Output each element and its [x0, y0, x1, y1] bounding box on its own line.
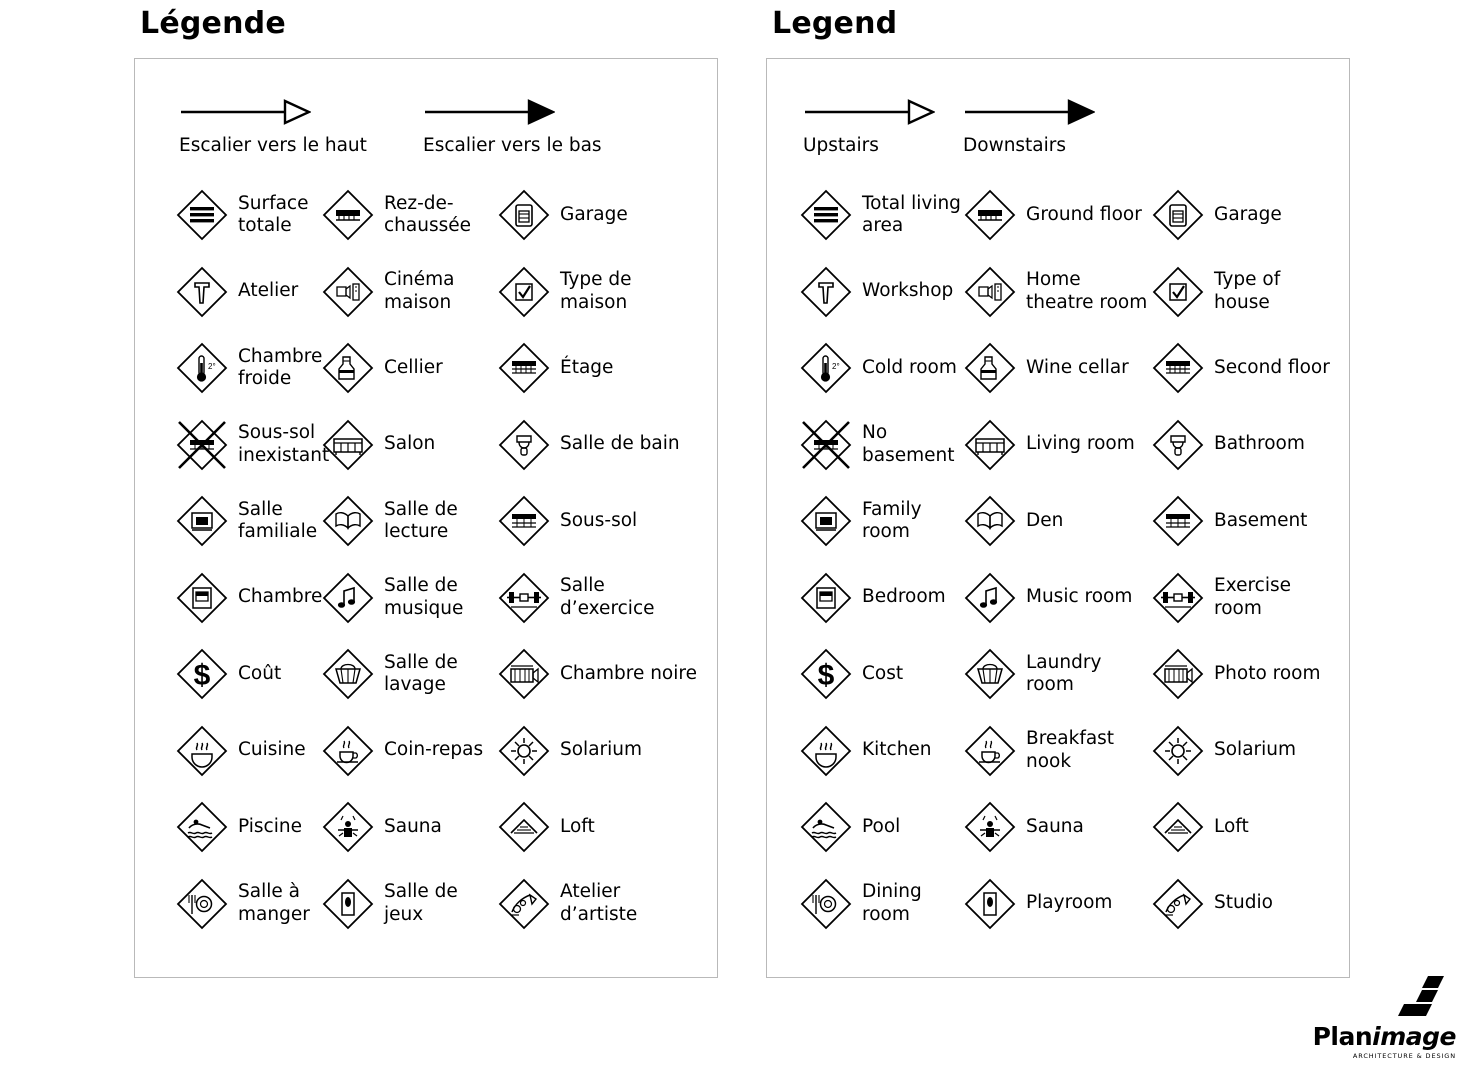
legend-row: [135, 636, 717, 713]
legend-item-label: Type de maison: [560, 269, 632, 313]
bathroom-icon: [1151, 418, 1205, 472]
stairs-up-label-fr: Escalier vers le haut: [179, 135, 367, 156]
stairs-up-block-en: [803, 97, 935, 156]
workshop-icon: [799, 265, 853, 319]
legend-row: [135, 483, 717, 560]
legend-item-label: Den: [1026, 509, 1064, 531]
legend-item: [497, 483, 697, 560]
legend-row: [767, 789, 1349, 866]
legend-item-label: Coût: [238, 662, 282, 684]
legend-item: [321, 177, 497, 254]
legend-item-label: Dining room: [862, 881, 922, 925]
legend-row: [135, 254, 717, 331]
legend-item-label: Home theatre room: [1026, 269, 1148, 313]
legend-item: [1151, 483, 1341, 560]
legend-item-label: Solarium: [560, 739, 643, 761]
legend-row: [767, 560, 1349, 637]
legend-item-label: Salle d’exercice: [560, 575, 655, 619]
wine-cellar-icon: [963, 341, 1017, 395]
second-floor-icon: [497, 341, 551, 395]
legend-row: [135, 407, 717, 484]
legend-row: [767, 866, 1349, 943]
legend-item: [767, 560, 963, 637]
legend-item: [135, 866, 321, 943]
legend-item-label: Family room: [862, 498, 922, 543]
legend-item: [135, 407, 330, 484]
legend-item-label: Playroom: [1026, 892, 1113, 914]
family-room-icon: [175, 494, 229, 548]
legend-row: [767, 483, 1349, 560]
logo-image: image: [1372, 1022, 1456, 1051]
legend-item: [767, 407, 963, 484]
legend-item-label: Atelier: [238, 280, 299, 302]
legend-row: [767, 330, 1349, 407]
legend-item-label: Piscine: [238, 815, 302, 837]
svg-text:2°: 2°: [208, 362, 216, 372]
legend-item: [767, 866, 963, 943]
ground-floor-icon: [963, 188, 1017, 242]
legend-item: [497, 330, 697, 407]
legend-item-label: Total living area: [862, 192, 961, 237]
basement-icon: [497, 494, 551, 548]
legend-item: [497, 713, 697, 790]
legend-item-label: Salle de lecture: [384, 498, 458, 543]
legend-row: [135, 177, 717, 254]
planimage-logo: [1306, 1022, 1456, 1060]
legend-item-label: Étage: [560, 356, 614, 378]
legend-item-label: Sauna: [384, 815, 442, 837]
legend-item: [1151, 866, 1341, 943]
legend-row: [767, 713, 1349, 790]
exercise-room-icon: [1151, 571, 1205, 625]
pool-icon: [175, 800, 229, 854]
legend-item-label: Second floor: [1214, 356, 1330, 378]
legend-item: [321, 713, 497, 790]
loft-icon: [497, 800, 551, 854]
legend-item: [135, 636, 321, 713]
legend-item-label: Living room: [1026, 433, 1135, 455]
legend-item-label: Cold room: [862, 356, 957, 378]
no-basement-icon: [799, 418, 853, 472]
legend-item: [135, 483, 321, 560]
living-room-icon: [963, 418, 1017, 472]
legend-item-label: Salle de bain: [560, 433, 680, 455]
legend-item-label: Breakfast nook: [1026, 728, 1115, 772]
legend-item-label: Workshop: [862, 280, 954, 302]
legend-row: [767, 636, 1349, 713]
legend-item-label: Music room: [1026, 586, 1133, 608]
bathroom-icon: [497, 418, 551, 472]
stairs-up-label-en: Upstairs: [803, 135, 879, 156]
ground-floor-icon: [321, 188, 375, 242]
legend-item-label: Pool: [862, 815, 901, 837]
legend-item-label: Cuisine: [238, 739, 306, 761]
legend-item: [1151, 560, 1341, 637]
garage-icon: [1151, 188, 1205, 242]
bedroom-icon: [175, 571, 229, 625]
legend-row: [135, 713, 717, 790]
legend-item: [767, 713, 963, 790]
legend-row: [767, 407, 1349, 484]
bedroom-icon: [799, 571, 853, 625]
logo-plan: Plan: [1312, 1022, 1373, 1051]
legend-item: [497, 407, 697, 484]
legend-item: [321, 789, 497, 866]
legend-item: [135, 330, 321, 407]
page-title-fr: Légende: [140, 6, 286, 41]
stairs-down-label-en: Downstairs: [963, 135, 1067, 156]
cold-room-icon: [175, 341, 229, 395]
legend-item: [963, 254, 1151, 331]
legend-item: [135, 789, 321, 866]
legend-item-label: Type of house: [1214, 269, 1281, 313]
legend-item-label: Ground floor: [1026, 203, 1142, 225]
total-living-area-icon: [175, 188, 229, 242]
legend-item: [497, 789, 697, 866]
second-floor-icon: [1151, 341, 1205, 395]
legend-item: [135, 560, 321, 637]
legend-item: [767, 254, 963, 331]
legend-item: [497, 254, 697, 331]
legend-item-label: Sous-sol inexistant: [238, 422, 330, 466]
legend-item: [1151, 789, 1341, 866]
playroom-icon: [963, 877, 1017, 931]
studio-icon: [497, 877, 551, 931]
music-room-icon: [963, 571, 1017, 625]
pool-icon: [799, 800, 853, 854]
legend-row: [767, 177, 1349, 254]
cold-room-icon: [799, 341, 853, 395]
legend-item-label: Salle familiale: [238, 498, 318, 543]
legend-item: [767, 177, 963, 254]
legend-item-label: Bathroom: [1214, 433, 1305, 455]
legend-item: [321, 483, 497, 560]
kitchen-icon: [799, 724, 853, 778]
living-room-icon: [321, 418, 375, 472]
laundry-room-icon: [963, 647, 1017, 701]
legend-item: [321, 636, 497, 713]
legend-row: [767, 254, 1349, 331]
legend-item-label: Loft: [560, 815, 595, 837]
legend-item: [767, 636, 963, 713]
legend-row: [135, 560, 717, 637]
legend-item-label: Basement: [1214, 509, 1308, 531]
legend-item-label: Chambre noire: [560, 662, 697, 684]
legend-item: [1151, 254, 1341, 331]
wine-cellar-icon: [321, 341, 375, 395]
legend-item: [135, 177, 321, 254]
legend-item-label: Coin-repas: [384, 739, 484, 761]
legend-item-label: Sous-sol: [560, 509, 638, 531]
studio-icon: [1151, 877, 1205, 931]
legend-item: [963, 713, 1151, 790]
svg-text:$: $: [193, 659, 211, 693]
legend-item-label: Wine cellar: [1026, 356, 1129, 378]
legend-item: [1151, 713, 1341, 790]
photo-room-icon: [1151, 647, 1205, 701]
legend-item: [1151, 636, 1341, 713]
cost-icon: [175, 647, 229, 701]
legend-item: [963, 866, 1151, 943]
svg-text:2°: 2°: [832, 362, 840, 372]
legend-item: [321, 330, 497, 407]
legend-item-label: Salle de musique: [384, 575, 464, 619]
legend-item-label: No basement: [862, 422, 955, 466]
no-basement-icon: [175, 418, 229, 472]
legend-item-label: Cost: [862, 662, 904, 684]
music-room-icon: [321, 571, 375, 625]
legend-item: [497, 177, 697, 254]
total-living-area-icon: [799, 188, 853, 242]
home-theatre-icon: [963, 265, 1017, 319]
legend-row: [135, 866, 717, 943]
legend-item-label: Cinéma maison: [384, 269, 455, 313]
dining-room-icon: [175, 877, 229, 931]
legend-item-label: Rez-de-chaussée: [384, 192, 471, 237]
type-of-house-icon: [1151, 265, 1205, 319]
arrow-up-outline-icon: [179, 97, 311, 127]
legend-item-label: Chambre froide: [238, 345, 323, 390]
legend-item-label: Garage: [560, 203, 628, 225]
legend-item: [767, 330, 963, 407]
legend-item: [767, 483, 963, 560]
legend-item: [963, 330, 1151, 407]
legend-item-label: Cellier: [384, 356, 443, 378]
legend-item: [1151, 177, 1341, 254]
legend-row: [135, 789, 717, 866]
legend-item-label: Photo room: [1214, 662, 1321, 684]
basement-icon: [1151, 494, 1205, 548]
solarium-icon: [497, 724, 551, 778]
exercise-room-icon: [497, 571, 551, 625]
legend-item: [135, 713, 321, 790]
legend-item: [767, 789, 963, 866]
legend-item: [963, 407, 1151, 484]
legend-item-label: Laundry room: [1026, 651, 1102, 696]
type-of-house-icon: [497, 265, 551, 319]
logo-mark-icon: [1398, 974, 1450, 1018]
legend-item: [963, 636, 1151, 713]
legend-item: [321, 407, 497, 484]
legend-item: [963, 789, 1151, 866]
stairs-down-block-en: [963, 97, 1095, 156]
family-room-icon: [799, 494, 853, 548]
den-icon: [321, 494, 375, 548]
stairs-up-block-fr: [179, 97, 367, 156]
dining-room-icon: [799, 877, 853, 931]
page-title-en: Legend: [772, 6, 898, 41]
legend-item: [135, 254, 321, 331]
legend-item: [497, 560, 697, 637]
legend-item-label: Atelier d’artiste: [560, 881, 638, 925]
legend-item: [1151, 407, 1341, 484]
legend-item-label: Exercise room: [1214, 575, 1291, 619]
svg-text:$: $: [817, 659, 835, 693]
kitchen-icon: [175, 724, 229, 778]
laundry-room-icon: [321, 647, 375, 701]
solarium-icon: [1151, 724, 1205, 778]
legend-item-label: Bedroom: [862, 586, 946, 608]
arrow-down-filled-icon: [963, 97, 1095, 127]
legend-item-label: Salon: [384, 433, 436, 455]
legend-item-label: Kitchen: [862, 739, 932, 761]
legend-item-label: Surface totale: [238, 192, 309, 237]
playroom-icon: [321, 877, 375, 931]
loft-icon: [1151, 800, 1205, 854]
stairs-down-block-fr: [423, 97, 602, 156]
den-icon: [963, 494, 1017, 548]
legend-item-label: Solarium: [1214, 739, 1297, 761]
legend-item-label: Salle de lavage: [384, 651, 458, 696]
legend-item-label: Sauna: [1026, 815, 1084, 837]
legend-item-label: Salle à manger: [238, 881, 310, 925]
stair-arrows-fr: [135, 97, 717, 169]
sauna-icon: [963, 800, 1017, 854]
legend-item: [963, 483, 1151, 560]
legend-panel-fr: [134, 58, 718, 978]
sauna-icon: [321, 800, 375, 854]
workshop-icon: [175, 265, 229, 319]
legend-grid-fr: [135, 177, 717, 942]
photo-room-icon: [497, 647, 551, 701]
cost-icon: [799, 647, 853, 701]
legend-row: [135, 330, 717, 407]
breakfast-nook-icon: [963, 724, 1017, 778]
legend-item-label: Loft: [1214, 815, 1249, 837]
legend-item: [963, 560, 1151, 637]
legend-item: [321, 866, 497, 943]
legend-grid-en: [767, 177, 1349, 942]
legend-item-label: Studio: [1214, 892, 1273, 914]
breakfast-nook-icon: [321, 724, 375, 778]
legend-item: [497, 866, 697, 943]
home-theatre-icon: [321, 265, 375, 319]
stairs-down-label-fr: Escalier vers le bas: [423, 135, 602, 156]
legend-item: [963, 177, 1151, 254]
legend-item-label: Salle de jeux: [384, 881, 458, 925]
legend-item: [1151, 330, 1341, 407]
garage-icon: [497, 188, 551, 242]
legend-item-label: Chambre: [238, 586, 323, 608]
legend-item: [321, 254, 497, 331]
legend-item-label: Garage: [1214, 203, 1282, 225]
legend-panel-en: [766, 58, 1350, 978]
arrow-up-outline-icon: [803, 97, 935, 127]
logo-wordmark: [1306, 1022, 1456, 1051]
legend-item: [497, 636, 697, 713]
legend-item: [321, 560, 497, 637]
logo-tagline: ARCHITECTURE & DESIGN: [1352, 1052, 1456, 1060]
stair-arrows-en: [767, 97, 1349, 169]
arrow-down-filled-icon: [423, 97, 555, 127]
